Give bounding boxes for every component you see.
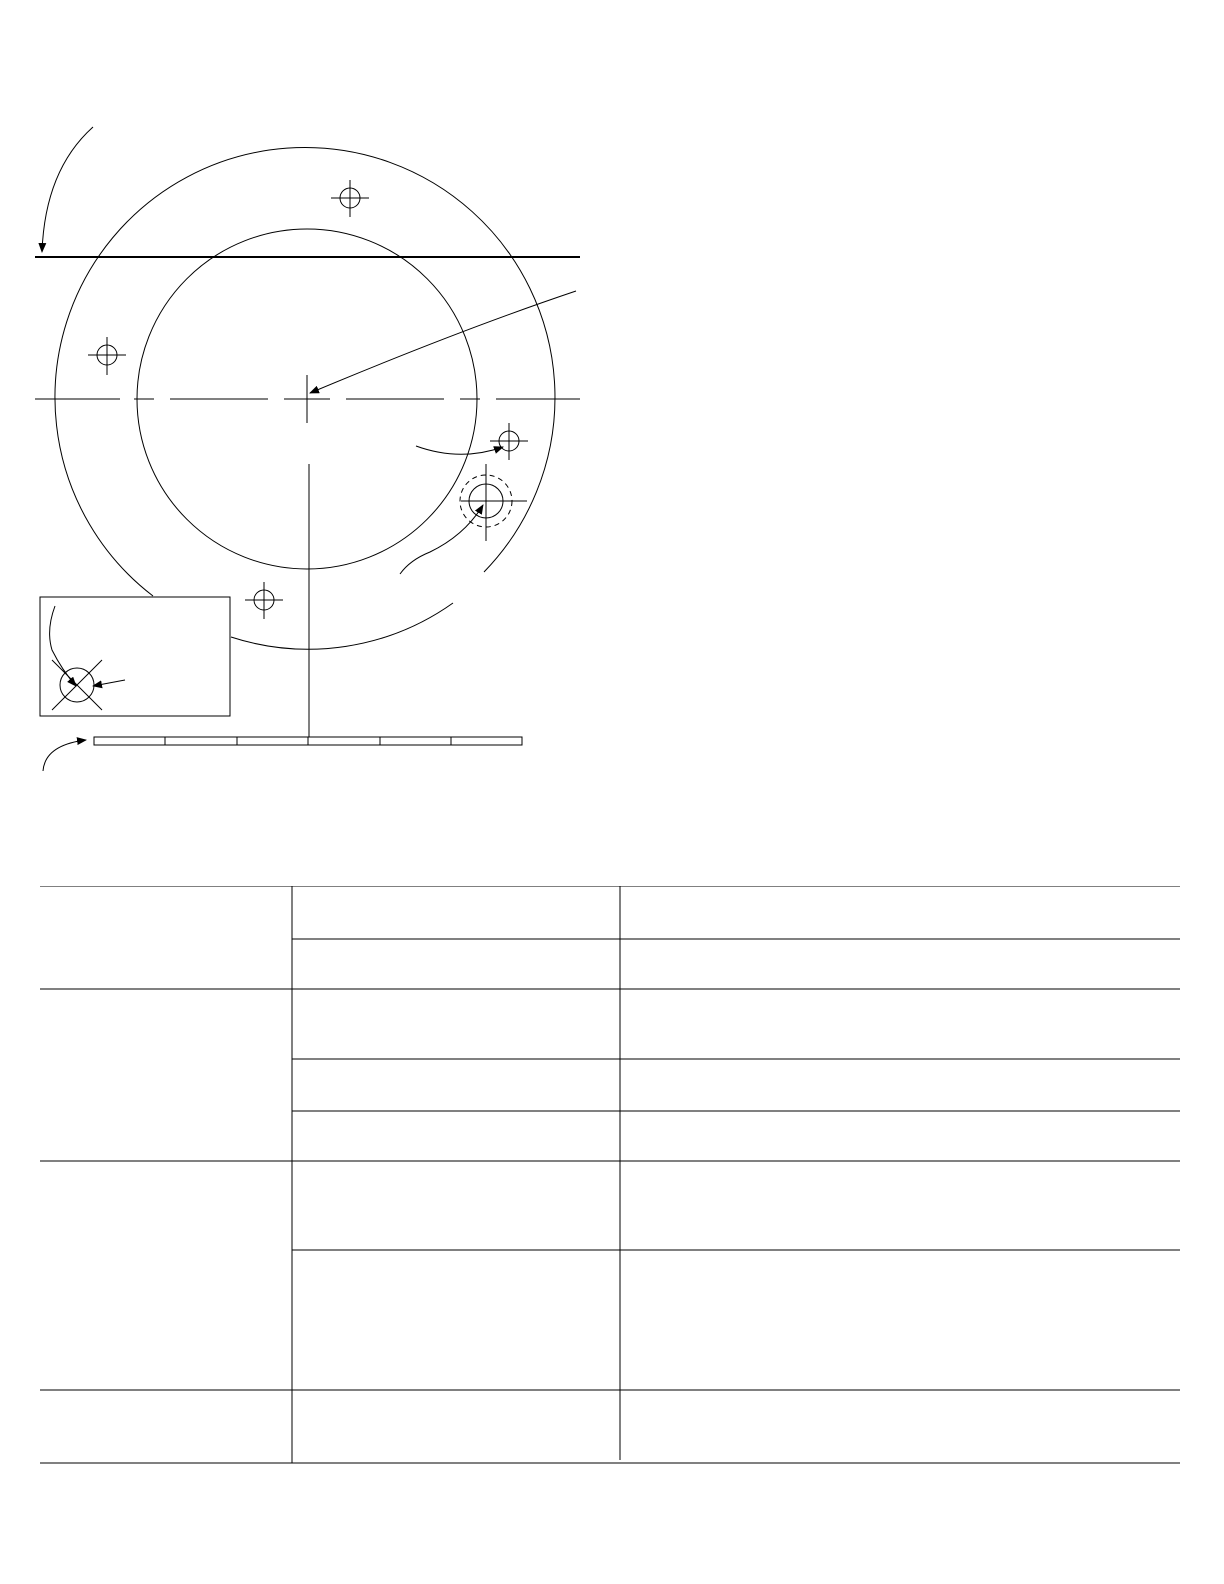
scale-bar bbox=[94, 737, 522, 745]
leader-arrow-bolt-hole bbox=[416, 446, 503, 454]
spec-table bbox=[40, 886, 1180, 1464]
leader-arrow-large-hole bbox=[400, 505, 483, 574]
bolt-hole-bottom bbox=[245, 582, 283, 619]
bolt-hole-right bbox=[490, 423, 528, 460]
leader-arrow-reference-line bbox=[42, 127, 93, 252]
bolt-hole-left bbox=[88, 337, 126, 375]
leader-arrow-center bbox=[310, 291, 576, 393]
leader-arrow-scale-bar bbox=[43, 740, 86, 771]
detail-box bbox=[40, 597, 230, 716]
outer-circle bbox=[55, 147, 555, 596]
bolt-hole-top bbox=[331, 180, 369, 217]
